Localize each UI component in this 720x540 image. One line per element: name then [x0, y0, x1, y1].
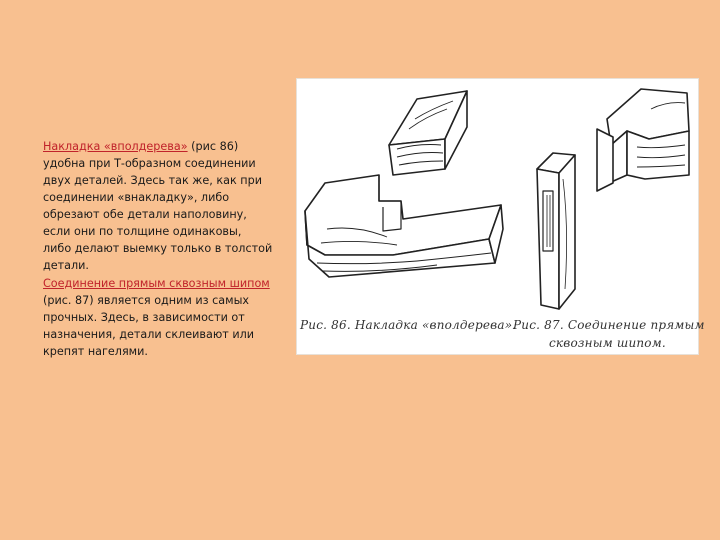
- description-text: [43, 138, 273, 361]
- fig87-upper-beam: [597, 89, 689, 191]
- fig87-vertical-post: [537, 153, 575, 309]
- paragraph-through-tenon: [43, 275, 273, 360]
- paragraph-overlay-joint: [43, 138, 273, 274]
- fig86-lower-beam: [305, 175, 503, 277]
- caption-fig87-line1: Рис. 87. Соединение прямым: [513, 318, 705, 332]
- overlay-joint-link[interactable]: Накладка «вполдерева»: [43, 140, 188, 153]
- caption-fig87-line2: сквозным шипом.: [549, 336, 666, 350]
- joinery-illustration: [297, 79, 698, 354]
- through-tenon-description: (рис. 87) является одним из самых прочных. Здесь, в зависимости от назначения, детали склеивают или крепят нагелями.: [43, 294, 255, 358]
- through-tenon-link[interactable]: Соединение прямым сквозным шипом: [43, 277, 270, 290]
- joinery-figure: [297, 79, 705, 354]
- overlay-joint-description: (рис 86) удобна при Т-образном соединении двух деталей. Здесь так же, как при соединении «внакладку», либо обрезают обе детали наполовину, если они по толщине одинаковы, либо делают выемку только в толстой детали.: [43, 140, 273, 272]
- caption-fig86: Рис. 86. Накладка «вполдерева».: [300, 318, 517, 332]
- fig86-upper-beam: [389, 91, 467, 175]
